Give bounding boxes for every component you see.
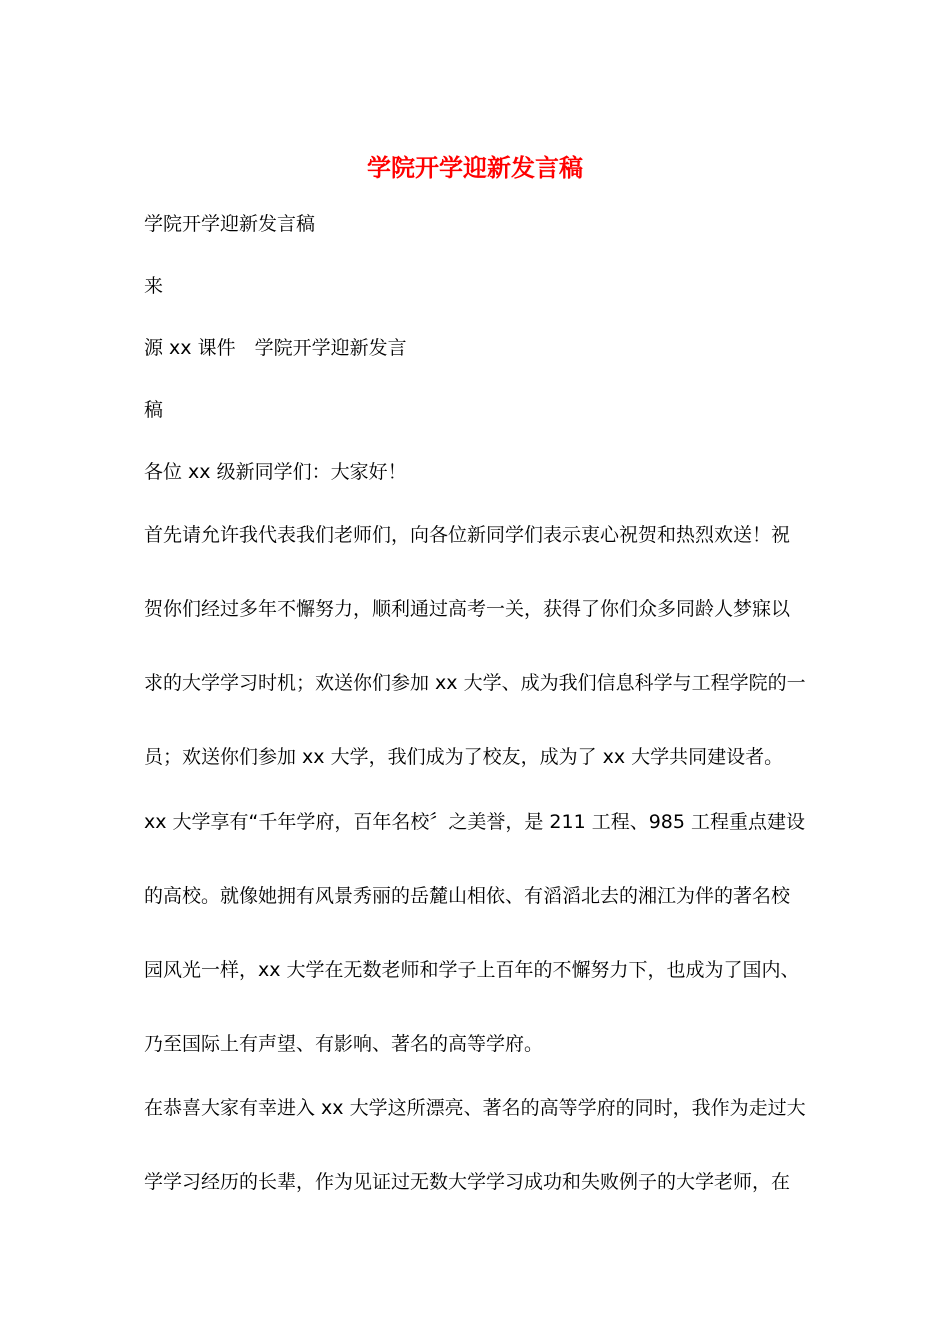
subtitle-line: 学院开学迎新发言稿 xyxy=(144,213,316,235)
paragraph-2-line-1: xx 大学享有“千年学府，百年名校〞之美誉，是 211 工程、985 工程重点建设 xyxy=(144,811,806,833)
greeting-line: 各位 xx 级新同学们：大家好！ xyxy=(144,461,407,483)
paragraph-3-line-2: 学学习经历的长辈，作为见证过无数大学学习成功和失败例子的大学老师，在 xyxy=(144,1171,791,1193)
paragraph-2-line-2: 的高校。就像她拥有风景秀丽的岳麓山相依、有滔滔北去的湘江为伴的著名校 xyxy=(144,885,791,907)
source-line-1: 来 xyxy=(144,275,164,297)
paragraph-1-line-4: 员；欢送你们参加 xx 大学，我们成为了校友，成为了 xx 大学共同建设者。 xyxy=(144,746,784,768)
paragraph-2-line-3: 园风光一样，xx 大学在无数老师和学子上百年的不懈努力下，也成为了国内、 xyxy=(144,959,800,981)
paragraph-1-line-3: 求的大学学习时机；欢送你们参加 xx 大学、成为我们信息科学与工程学院的一 xyxy=(144,672,806,694)
paragraph-3-line-1: 在恭喜大家有幸进入 xx 大学这所漂亮、著名的高等学府的同时，我作为走过大 xyxy=(144,1097,806,1119)
source-line-3: 稿 xyxy=(144,399,164,421)
paragraph-1-line-2: 贺你们经过多年不懈努力，顺利通过高考一关，获得了你们众多同龄人梦寐以 xyxy=(144,598,791,620)
paragraph-1-line-1: 首先请允许我代表我们老师们，向各位新同学们表示衷心祝贺和热烈欢送！祝 xyxy=(144,524,791,546)
paragraph-2-line-4: 乃至国际上有声望、有影响、著名的高等学府。 xyxy=(144,1033,544,1055)
source-line-2: 源 xx 课件 学院开学迎新发言 xyxy=(144,337,407,359)
document-title: 学院开学迎新发言稿 xyxy=(367,153,583,182)
